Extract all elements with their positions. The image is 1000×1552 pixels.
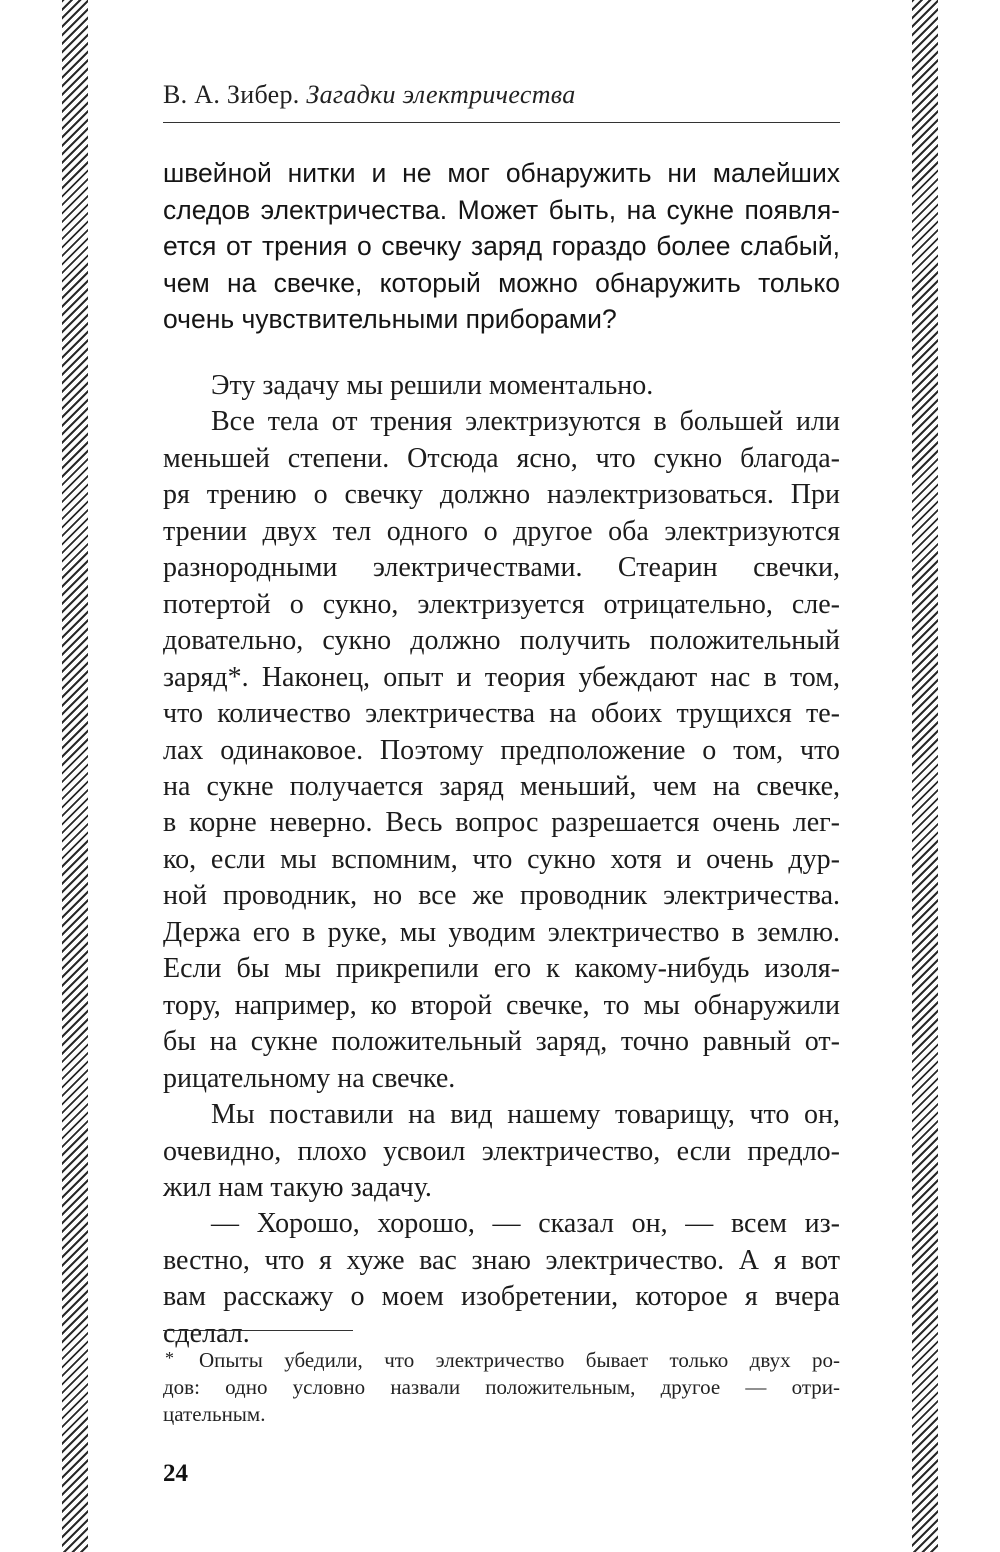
header-title: Загадки электричества bbox=[306, 80, 576, 109]
question-paragraph bbox=[163, 155, 840, 338]
text-line: очень чувствительными приборами? bbox=[163, 304, 617, 334]
text-line: лах одинаковое. Поэтому предположение о том, что bbox=[163, 734, 840, 766]
text-line: Эту задачу мы решили моментально. bbox=[211, 370, 654, 401]
text-line: разнородными электричествами. Стеарин свечки, bbox=[163, 552, 840, 584]
text-line: тору, например, ко второй свечке, то мы обнаружили bbox=[163, 989, 840, 1021]
text-line: вестно, что я хуже вас знаю электричество. А я вот bbox=[163, 1244, 840, 1276]
text-line: швейной нитки и не мог обнаружить ни малейших bbox=[163, 158, 840, 188]
text-line: чем на свечке, который можно обнаружить только bbox=[163, 267, 840, 298]
text-line: Если бы мы прикрепили его к какому-нибудь изоля- bbox=[163, 953, 840, 985]
text-line: меньшей степени. Отсюда ясно, что сукно благода- bbox=[163, 442, 840, 474]
running-header bbox=[163, 80, 840, 110]
text-line: ной проводник, но все же проводник электричества. bbox=[163, 880, 840, 912]
text-line: на сукне получается заряд меньший, чем на свечке, bbox=[163, 770, 840, 802]
text-line: жил нам такую задачу. bbox=[163, 1171, 432, 1203]
text-line: очевидно, плохо усвоил электричество, если предло- bbox=[163, 1135, 840, 1167]
text-line: потертой о сукно, электризуется отрицательно, сле- bbox=[163, 588, 840, 620]
text-line: рицательному на свечке. bbox=[163, 1062, 456, 1094]
footnote-line: цательным. bbox=[163, 1402, 266, 1426]
text-line: Мы поставили на вид нашему товарищу, что он, bbox=[211, 1099, 840, 1131]
text-line: Все тела от трения электризуются в большей или bbox=[211, 406, 840, 438]
text-line: вам расскажу о моем изобретении, которое я вчера bbox=[163, 1281, 840, 1313]
footnote-rule bbox=[163, 1330, 353, 1331]
decorative-border-right bbox=[912, 0, 938, 1552]
footnote-line: дов: одно условно назвали положительным, другое — отри- bbox=[163, 1375, 840, 1399]
footnote-line: Опыты убедили, что электричество бывает только двух ро- bbox=[199, 1348, 840, 1372]
text-line: довательно, сукно должно получить положительный bbox=[163, 625, 840, 657]
page-number: 24 bbox=[163, 1460, 188, 1487]
header-rule bbox=[163, 122, 840, 123]
text-line: сделал. bbox=[163, 1317, 250, 1349]
text-line: ко, если мы вспомним, что сукно хотя и очень дур- bbox=[163, 843, 840, 875]
body-text bbox=[163, 368, 840, 1352]
decorative-border-left bbox=[62, 0, 88, 1552]
text-line: бы на сукне положительный заряд, точно равный от- bbox=[163, 1026, 840, 1058]
text-line: заряд*. Наконец, опыт и теория убеждают нас в том, bbox=[163, 661, 840, 693]
header-author: В. А. Зибер. bbox=[163, 80, 300, 109]
book-page bbox=[163, 0, 840, 1552]
text-line: трении двух тел одного о другое оба электризуются bbox=[163, 515, 840, 547]
footnote bbox=[163, 1347, 840, 1428]
text-line: Держа его в руке, мы уводим электричество в землю. bbox=[163, 916, 840, 948]
text-line: что количество электричества на обоих трущихся те- bbox=[163, 698, 840, 730]
footnote-mark: * bbox=[165, 1348, 174, 1368]
text-line: в корне неверно. Весь вопрос разрешается очень лег- bbox=[163, 807, 840, 839]
text-line: следов электричества. Может быть, на сукне появля- bbox=[163, 194, 840, 225]
text-line: — Хорошо, хорошо, — сказал он, — всем из- bbox=[211, 1208, 840, 1240]
text-line: ря трению о свечку должно наэлектризоваться. При bbox=[163, 479, 840, 511]
text-line: ется от трения о свечку заряд гораздо более слабый, bbox=[163, 231, 840, 261]
